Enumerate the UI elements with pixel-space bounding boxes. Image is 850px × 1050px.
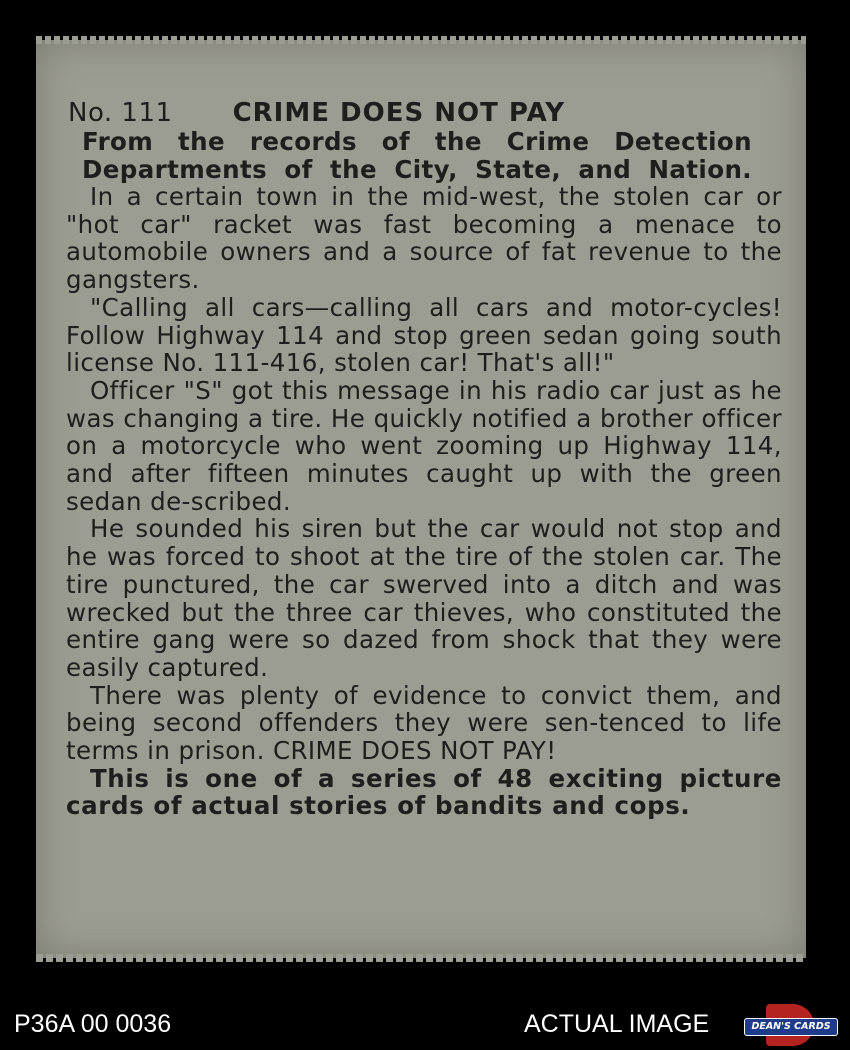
deans-cards-logo	[744, 1004, 836, 1046]
story-paragraph-2: "Calling all cars—calling all cars and motor-cycles! Follow Highway 114 and stop green sedan going south license No. 111-416, stolen car! That's all!"	[66, 292, 782, 378]
cert-number: P36A 00 0036	[14, 1010, 172, 1038]
logo-text: DEAN'S CARDS	[744, 1018, 838, 1036]
card-text-block	[66, 98, 782, 820]
card-back	[36, 40, 806, 958]
card-source-line: From the records of the Crime Detection Departments of the City, State, and Nation.	[82, 127, 752, 184]
card-number: No. 111	[68, 98, 173, 128]
story-paragraph-4: He sounded his siren but the car would not stop and he was forced to shoot at the tire of the stolen car. The tire punctured, the car swerved into a ditch and was wrecked but the three car thieves, who constituted the entire gang were so dazed from shock that they were easily captured.	[66, 514, 782, 682]
actual-image-label: ACTUAL IMAGE	[524, 1010, 710, 1038]
card-title: CRIME DOES NOT PAY	[232, 98, 566, 128]
story-paragraph-3: Officer "S" got this message in his radio car just as he was changing a tire. He quickly notified a brother officer on a motorcycle who went zooming up Highway 114, and after fifteen minutes caught up with the green sedan de-scribed.	[66, 375, 782, 516]
story-paragraph-5: There was plenty of evidence to convict them, and being second offenders they were sen-tenced to life terms in prison. CRIME DOES NOT PAY!	[66, 680, 782, 766]
series-footer: This is one of a series of 48 exciting picture cards of actual stories of bandits and cops.	[66, 763, 782, 821]
story-paragraph-1: In a certain town in the mid-west, the stolen car or "hot car" racket was fast becoming a menace to automobile owners and a source of fat revenue to the gangsters.	[66, 182, 782, 295]
card-heading	[68, 98, 782, 128]
